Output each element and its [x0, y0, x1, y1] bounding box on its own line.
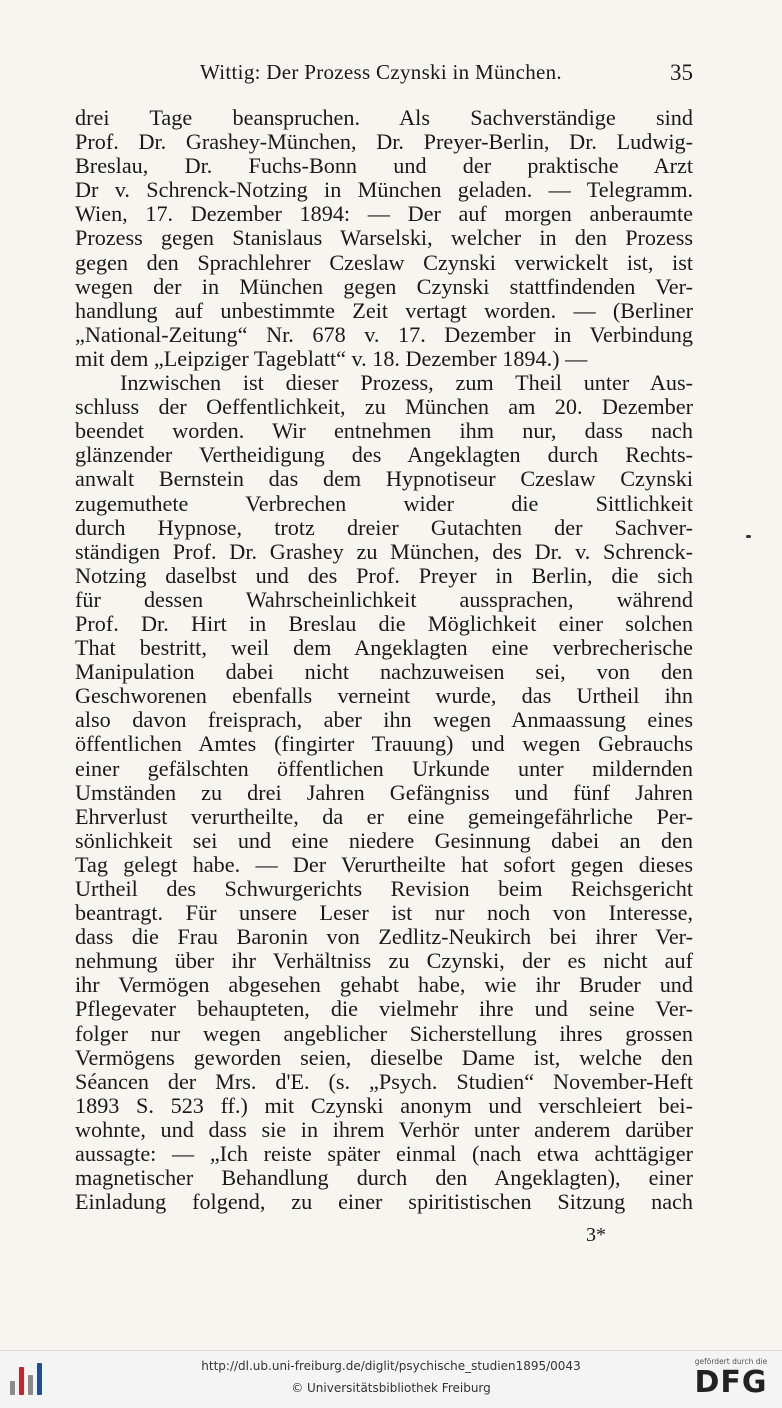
text-line: sönlichkeit sei und eine niedere Gesinnung dabei an den — [75, 827, 693, 853]
text-line: folger nur wegen angeblicher Sicherstellung ihres grossen — [75, 1020, 693, 1046]
text-line: „National-Zeitung“ Nr. 678 v. 17. Dezember in Verbindung — [75, 321, 693, 347]
text-line: Einladung folgend, zu einer spiritistischen Sitzung nach — [75, 1189, 693, 1215]
text-line: Séancen der Mrs. d'E. (s. „Psych. Studien“ November-Heft — [75, 1068, 693, 1094]
text-line: zugemuthete Verbrechen wider die Sittlichkeit — [75, 490, 693, 516]
text-line: ständigen Prof. Dr. Grashey zu München, des Dr. v. Schrenck- — [75, 538, 693, 564]
text-line: einer gefälschten öffentlichen Urkunde unter mildernden — [75, 755, 693, 781]
text-line: wegen der in München gegen Czynski stattfindenden Ver- — [75, 273, 693, 299]
text-line: That bestritt, weil dem Angeklagten eine verbrecherische — [75, 635, 693, 661]
text-line: Prof. Dr. Grashey-München, Dr. Preyer-Berlin, Dr. Ludwig- — [75, 129, 693, 155]
text-line: also davon freisprach, aber ihn wegen Anmaassung eines — [75, 707, 693, 733]
text-line: Umständen zu drei Jahren Gefängniss und fünf Jahren — [75, 779, 693, 805]
text-line: Urtheil des Schwurgerichts Revision beim Reichsgericht — [75, 876, 693, 901]
text-line: Breslau, Dr. Fuchs-Bonn und der praktische Arzt — [75, 153, 693, 179]
text-line: Geschworenen ebenfalls verneint wurde, das Urtheil ihn — [75, 683, 693, 709]
text-line: Manipulation dabei nicht nachzuweisen sei, von den — [75, 659, 693, 685]
text-line: öffentlichen Amtes (fingirter Trauung) und wegen Gebrauchs — [75, 731, 693, 757]
dfg-funding-text: gefördert durch die — [694, 1357, 768, 1366]
text-line: nehmung über ihr Verhältniss zu Czynski, der es nicht auf — [75, 948, 693, 974]
text-line: Inzwischen ist dieser Prozess, zum Theil unter Aus- — [120, 370, 693, 396]
text-line: magnetischer Behandlung durch den Angeklagten), einer — [75, 1165, 693, 1191]
dfg-wordmark: DFG — [694, 1365, 768, 1400]
signature-mark: 3* — [586, 1224, 606, 1246]
text-line: schluss der Oeffentlichkeit, zu München am 20. Dezember — [75, 394, 693, 420]
text-line: Wien, 17. Dezember 1894: — Der auf morgen anberaumte — [75, 201, 693, 227]
text-line: Notzing daselbst und des Prof. Preyer in Berlin, die sich — [75, 562, 693, 588]
text-line: Pflegevater behaupteten, die vielmehr ihre und seine Ver- — [75, 996, 693, 1022]
text-line: handlung auf unbestimmte Zeit vertagt worden. — (Berliner — [75, 297, 693, 323]
text-line: Prof. Dr. Hirt in Breslau die Möglichkeit einer solchen — [75, 610, 693, 636]
running-head — [75, 60, 693, 90]
text-line: mit dem „Leipziger Tageblatt“ v. 18. Dezember 1894.) — — [75, 345, 588, 371]
margin-mark — [746, 535, 751, 538]
text-line: Dr v. Schrenck-Notzing in München geladen. — Telegramm. — [75, 177, 693, 203]
copyright-text: © Universitätsbibliothek Freiburg — [291, 1381, 491, 1395]
text-line: Prozess gegen Stanislaus Warselski, welcher in den Prozess — [75, 225, 693, 251]
text-line: beantragt. Für unsere Leser ist nur noch von Interesse, — [75, 900, 693, 926]
page-number: 35 — [670, 60, 693, 85]
text-line: 1893 S. 523 ff.) mit Czynski anonym und verschleiert bei- — [75, 1092, 693, 1118]
text-line: aussagte: — „Ich reiste später einmal (nach etwa achttägiger — [75, 1141, 693, 1167]
text-line: für dessen Wahrscheinlichkeit aussprachen, während — [75, 586, 693, 612]
text-line: durch Hypnose, trotz dreier Gutachten der Sachver- — [75, 514, 693, 540]
dfg-logo — [690, 1357, 772, 1403]
text-line: ihr Vermögen abgesehen gehabt habe, wie ihr Bruder und — [75, 972, 693, 998]
text-line: dass die Frau Baronin von Zedlitz-Neukirch bei ihrer Ver- — [75, 924, 693, 950]
text-line: drei Tage beanspruchen. Als Sachverständige sind — [75, 105, 693, 130]
source-url-link[interactable]: http://dl.ub.uni-freiburg.de/diglit/psychische_studien1895/0043 — [201, 1359, 581, 1373]
text-line: Vermögens geworden seien, dieselbe Dame ist, welche den — [75, 1044, 693, 1070]
footer-bar — [0, 1350, 782, 1408]
text-line: Tag gelegt habe. — Der Verurtheilte hat sofort gegen dieses — [75, 851, 693, 877]
text-line: gegen den Sprachlehrer Czeslaw Czynski verwickelt ist, ist — [75, 249, 693, 275]
body-text — [75, 106, 693, 1214]
text-line: anwalt Bernstein das dem Hypnotiseur Czeslaw Czynski — [75, 466, 693, 492]
text-line: Ehrverlust verurtheilte, da er eine gemeingefährliche Per- — [75, 803, 693, 829]
running-title: Wittig: Der Prozess Czynski in München. — [200, 60, 562, 84]
text-line: glänzender Vertheidigung des Angeklagten durch Rechts- — [75, 442, 693, 468]
text-line: beendet worden. Wir entnehmen ihm nur, dass nach — [75, 418, 693, 444]
text-line: wohnte, und dass sie in ihrem Verhör unter anderem darüber — [75, 1116, 693, 1142]
